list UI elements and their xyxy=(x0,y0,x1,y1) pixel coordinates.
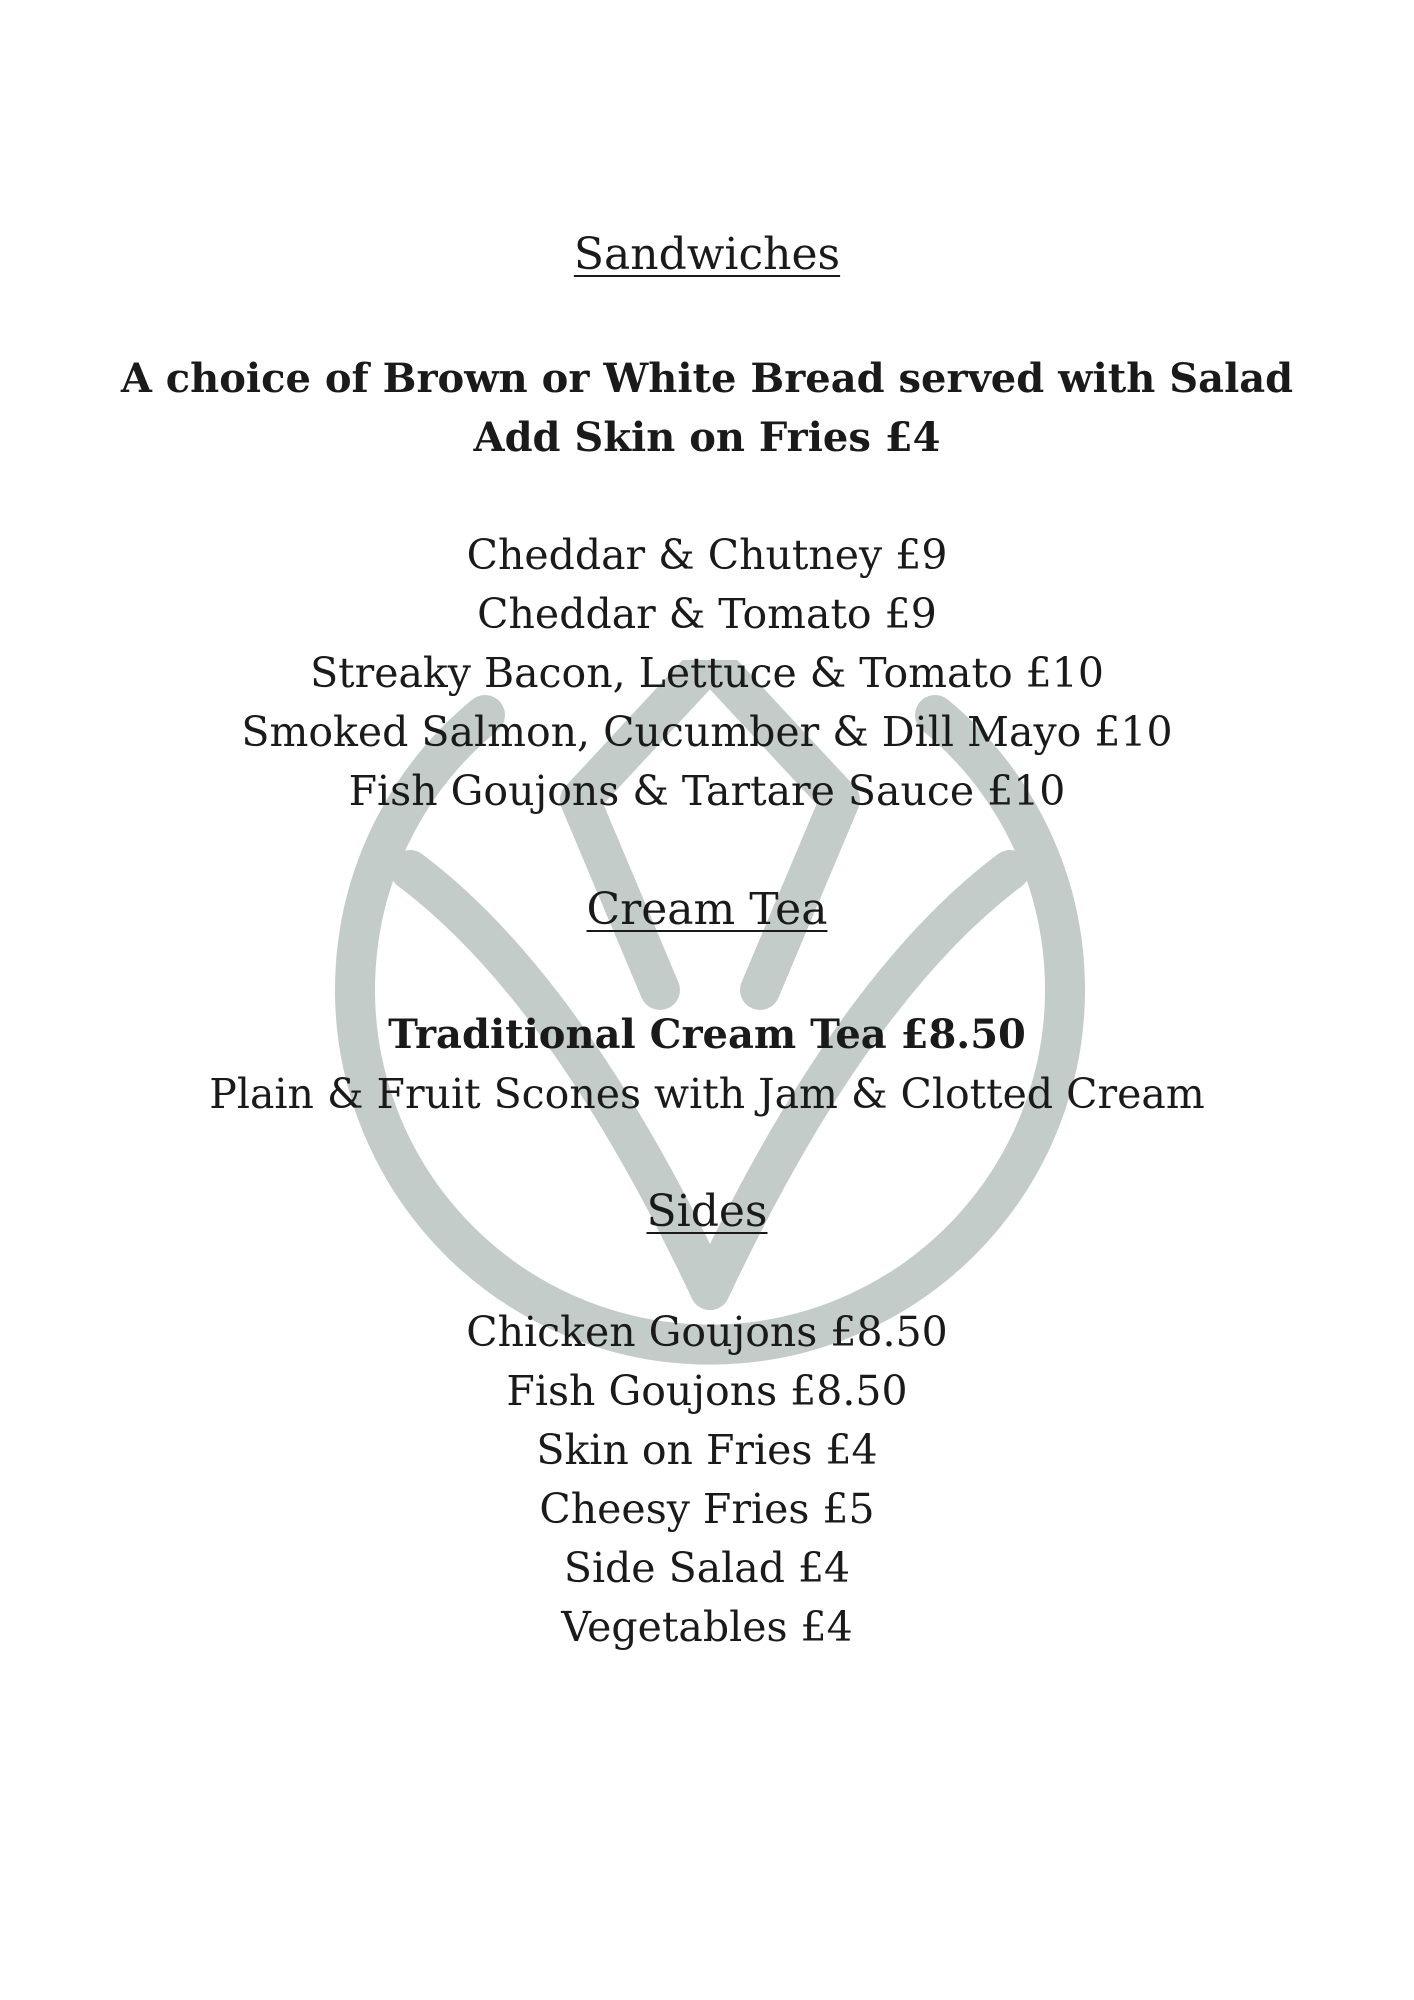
sandwich-item: Streaky Bacon, Lettuce & Tomato £10 xyxy=(310,649,1104,697)
cream-tea-heading: Cream Tea xyxy=(586,884,828,935)
sandwich-item: Cheddar & Tomato £9 xyxy=(477,590,937,638)
side-item: Vegetables £4 xyxy=(561,1603,853,1651)
sides-heading: Sides xyxy=(646,1186,768,1237)
side-item: Skin on Fries £4 xyxy=(536,1426,878,1474)
sandwiches-fries-note: Add Skin on Fries £4 xyxy=(473,414,941,461)
sandwich-item: Cheddar & Chutney £9 xyxy=(466,531,948,579)
cream-tea-title: Traditional Cream Tea £8.50 xyxy=(388,1011,1026,1058)
side-item: Fish Goujons £8.50 xyxy=(506,1367,908,1415)
sandwich-item: Smoked Salmon, Cucumber & Dill Mayo £10 xyxy=(241,708,1173,756)
side-item: Chicken Goujons £8.50 xyxy=(466,1308,948,1356)
cream-tea-description: Plain & Fruit Scones with Jam & Clotted Cream xyxy=(209,1070,1205,1118)
sandwiches-heading: Sandwiches xyxy=(573,229,841,280)
sandwiches-bread-note: A choice of Brown or White Bread served with Salad xyxy=(120,355,1294,402)
sandwich-item: Fish Goujons & Tartare Sauce £10 xyxy=(348,767,1066,815)
side-item: Side Salad £4 xyxy=(563,1544,851,1592)
side-item: Cheesy Fries £5 xyxy=(539,1485,875,1533)
